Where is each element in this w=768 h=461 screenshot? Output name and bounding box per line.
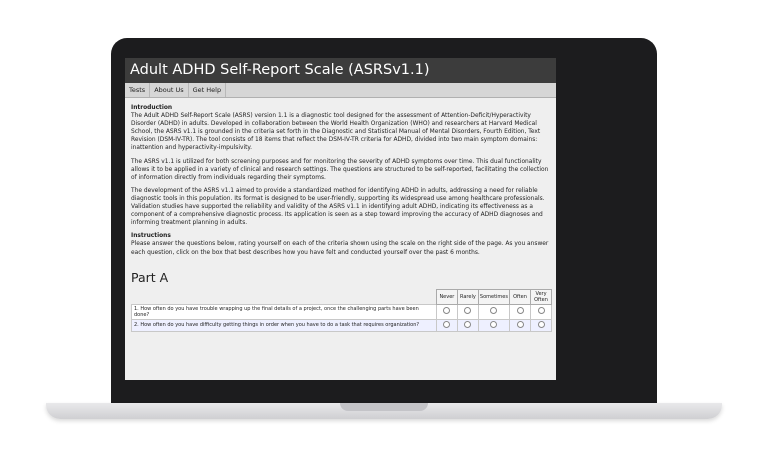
- table-header-row: [132, 289, 552, 304]
- col-very-often: Very Often: [531, 289, 552, 304]
- radio-sometimes[interactable]: [490, 321, 497, 328]
- instructions-heading: Instructions: [131, 233, 171, 240]
- laptop-screen: [125, 58, 556, 380]
- question-header-blank: [132, 289, 437, 304]
- radio-very-often[interactable]: [538, 307, 545, 314]
- radio-rarely[interactable]: [464, 321, 471, 328]
- intro-paragraph-2: The ASRS v1.1 is utilized for both screening purposes and for monitoring the severity of ADHD symptoms over time. This dual functionality allows it to be applied in a variety of clinical and research settings. The questions are structured to be self-reported, facilitating the collection of information directly from individuals regarding their symptoms.: [131, 158, 549, 181]
- nav-bar: [125, 83, 556, 98]
- part-a-table: [131, 289, 552, 332]
- radio-often[interactable]: [517, 321, 524, 328]
- table-row: [132, 319, 552, 331]
- nav-tab-tests[interactable]: Tests: [125, 83, 150, 97]
- radio-rarely[interactable]: [464, 307, 471, 314]
- radio-often[interactable]: [517, 307, 524, 314]
- intro-heading: Introduction: [131, 105, 173, 111]
- question-text: 2. How often do you have difficulty getting things in order when you have to do a task that requires organization?: [132, 319, 437, 331]
- col-rarely: Rarely: [457, 289, 478, 304]
- nav-tab-get-help[interactable]: Get Help: [189, 83, 226, 97]
- laptop-notch: [340, 403, 428, 411]
- radio-never[interactable]: [443, 321, 450, 328]
- intro-paragraph-1: The Adult ADHD Self-Report Scale (ASRS) version 1.1 is a diagnostic tool designed for the assessment of Attention-Deficit/Hyperactivity Disorder (ADHD) in adults. Developed in collaboration between the World Health Organization (WHO) and researchers at Harvard Medical School, the ASRS v1.1 is grounded in the criteria set forth in the Diagnostic and Statistical Manual of Mental Disorders, Fourth Edition, Text Revision (DSM-IV-TR). The tool consists of 18 items that reflect the DSM-IV-TR criteria for ADHD, divided into two main symptom domains: inattention and hyperactivity-impulsivity.: [131, 113, 541, 152]
- radio-sometimes[interactable]: [490, 307, 497, 314]
- intro-paragraph-3: The development of the ASRS v1.1 aimed to provide a standardized method for identifying ADHD in adults, addressing a need for reliable diagnostic tools in this population. Its format is designed to be user-friendly, supporting its widespread use among healthcare professionals. Validation studies have supported the reliability and validity of the ASRS v1.1 in identifying adult ADHD, indicating its effectiveness as a component of a comprehensive diagnostic process. Its application is seen as a step toward improving the accuracy of ADHD diagnoses and informing treatment planning in adults.: [131, 187, 545, 227]
- col-never: Never: [436, 289, 457, 304]
- part-a-title: Part A: [131, 269, 169, 285]
- main-content: [125, 98, 556, 332]
- instructions-text: Please answer the questions below, rating yourself on each of the criteria shown using the scale on the right side of the page. As you answer each question, click on the box that best describes how you have felt and conducted yourself over the past 6 months.: [131, 241, 549, 256]
- col-often: Often: [510, 289, 531, 304]
- radio-never[interactable]: [443, 307, 450, 314]
- page-title: Adult ADHD Self-Report Scale (ASRSv1.1): [125, 58, 556, 83]
- radio-very-often[interactable]: [538, 321, 545, 328]
- nav-tab-about-us[interactable]: About Us: [150, 83, 188, 97]
- question-text: 1. How often do you have trouble wrapping up the final details of a project, once the challenging parts have been done?: [132, 304, 437, 319]
- col-sometimes: Sometimes: [478, 289, 509, 304]
- table-row: [132, 304, 552, 319]
